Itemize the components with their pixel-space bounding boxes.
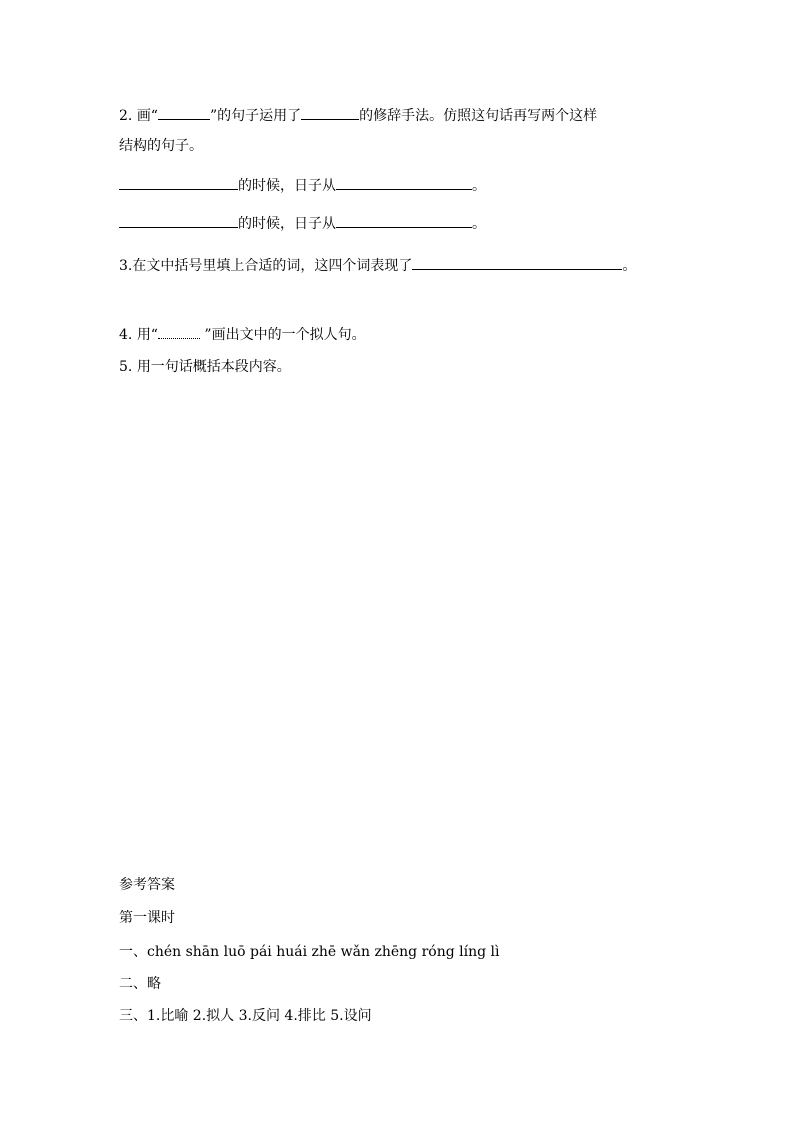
answer-item-1: 一、chén shān luō pái huái zhē wǎn zhēng róng líng lì bbox=[119, 944, 500, 960]
question-4 bbox=[119, 323, 366, 343]
answer-blank[interactable] bbox=[301, 104, 359, 120]
question-2-line-2 bbox=[119, 136, 203, 156]
question-2-text-b: ”的句子运用了 bbox=[209, 108, 302, 124]
question-5-text: 用一句话概括本段内容。 bbox=[136, 359, 291, 375]
question-2-number: 2. bbox=[119, 108, 133, 124]
answer-blank[interactable] bbox=[119, 212, 238, 228]
question-3-text: 在文中括号里填上合适的词，这四个词表现了 bbox=[132, 258, 413, 274]
question-3-end: 。 bbox=[622, 258, 637, 274]
question-2-text-d: 结构的句子。 bbox=[119, 138, 203, 154]
answer-blank[interactable] bbox=[336, 174, 472, 190]
answer-item-2: 二、略 bbox=[119, 976, 161, 992]
answer-item-3: 三、1.比喻 2.拟人 3.反问 4.排比 5.设问 bbox=[119, 1008, 372, 1024]
answer-blank[interactable] bbox=[412, 254, 622, 270]
question-4-number: 4. bbox=[119, 327, 133, 343]
question-2-text-a: 画“ bbox=[136, 108, 158, 124]
wavy-underline-sample bbox=[158, 323, 200, 339]
question-2-line-1 bbox=[119, 104, 597, 124]
question-5-number: 5. bbox=[119, 359, 133, 375]
fill-in-sentence-1 bbox=[119, 174, 486, 194]
fill-in-text: 的时候，日子从 bbox=[238, 178, 336, 194]
fill-in-end: 。 bbox=[472, 178, 486, 194]
question-4-text-a: 用“ bbox=[136, 327, 158, 343]
answer-blank[interactable] bbox=[119, 174, 238, 190]
answer-blank[interactable] bbox=[158, 104, 210, 120]
question-3-number: 3. bbox=[119, 258, 133, 274]
fill-in-sentence-2 bbox=[119, 212, 486, 232]
answer-blank[interactable] bbox=[336, 212, 472, 228]
answer-heading: 参考答案 bbox=[119, 877, 175, 893]
question-5 bbox=[119, 357, 291, 377]
question-4-text-b: ”画出文中的一个拟人句。 bbox=[199, 327, 366, 343]
fill-in-end: 。 bbox=[472, 216, 486, 232]
question-2-text-c: 的修辞手法。仿照这句话再写两个这样 bbox=[359, 108, 598, 124]
question-3 bbox=[119, 254, 636, 274]
fill-in-text: 的时候，日子从 bbox=[238, 216, 336, 232]
lesson-title: 第一课时 bbox=[119, 910, 175, 926]
